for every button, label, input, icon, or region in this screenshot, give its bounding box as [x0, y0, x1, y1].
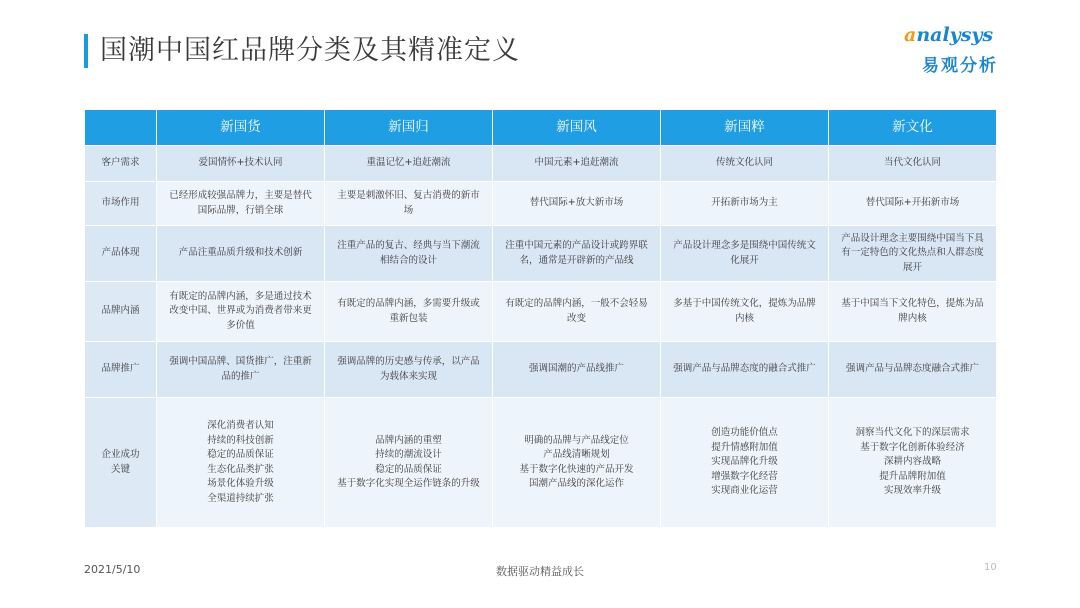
table-cell [829, 398, 997, 528]
cell-line: 国际品牌，行销全球 [197, 204, 284, 216]
cell-line: 全渠道持续扩张 [207, 492, 274, 504]
cell-line: 有既定的品牌内涵，多需要升级或 [337, 298, 480, 309]
cell-line: 实现商业化运营 [711, 485, 778, 497]
cell-line: 替代国际+放大新市场 [529, 197, 624, 209]
table-cell [325, 282, 493, 342]
header-xin-wen-hua: 新文化 [829, 110, 997, 146]
cell-line: 有既定的品牌内涵，多是通过技术 [169, 290, 312, 302]
cell-line: 基于数字化实现全运作链条的升级 [337, 478, 480, 489]
cell-line: 开拓新市场为主 [711, 197, 778, 209]
cell-line: 重温记忆+追赶潮流 [366, 157, 451, 169]
cell-line: 爱国情怀+技术认同 [198, 157, 283, 169]
cell-line: 已经形成较强品牌力，主要是替代 [169, 190, 312, 201]
page-number: 10 [984, 562, 997, 573]
cell-line: 注重产品的复古、经典与当下潮流 [337, 240, 480, 251]
cell-line: 品的推广 [221, 370, 260, 382]
table-cell [829, 226, 997, 282]
table-cell [325, 342, 493, 398]
cell-line: 产品线清晰规划 [543, 449, 610, 460]
cell-line: 洞察当代文化下的深层需求 [855, 427, 970, 439]
table-cell [157, 146, 325, 182]
cell-line: 多基于中国传统文化，提炼为品牌 [673, 298, 816, 309]
table-cell [829, 146, 997, 182]
cell-line: 稳定的品质保证 [375, 463, 442, 475]
cell-line: 中国元素+追赶潮流 [534, 157, 619, 169]
table-cell [661, 342, 829, 398]
title-accent-bar [84, 34, 88, 68]
cell-line: 基于数字化快速的产品开发 [519, 463, 634, 475]
table-header-row [85, 110, 997, 146]
table-cell [157, 342, 325, 398]
cell-line: 场 [403, 204, 414, 216]
cell-line: 场景化体验升级 [207, 478, 274, 489]
cell-line: 持续的科技创新 [207, 434, 274, 446]
brand-classification-table [84, 109, 997, 528]
table-row [85, 282, 997, 342]
table-cell [157, 282, 325, 342]
page-title: 国潮中国红品牌分类及其精准定义 [100, 35, 520, 66]
cell-line: 强调品牌的历史感与传承，以产品 [337, 356, 480, 367]
table-cell [493, 182, 661, 226]
cell-line: 提升品牌附加值 [879, 470, 946, 482]
row-label: 品牌推广 [85, 342, 157, 398]
cell-line: 展开 [902, 261, 922, 273]
cell-line: 强调中国品牌、国货推广，注重新 [169, 356, 312, 367]
table-cell [325, 146, 493, 182]
footer-date: 2021/5/10 [84, 563, 141, 576]
table-cell [493, 342, 661, 398]
table-row [85, 342, 997, 398]
header-xin-guo-feng: 新国风 [493, 110, 661, 146]
cell-line: 注重中国元素的产品设计或跨界联 [505, 240, 648, 251]
cell-line: 产品注重品质升级和技术创新 [178, 247, 303, 259]
table-cell [661, 182, 829, 226]
cell-line: 国潮产品线的深化运作 [528, 478, 624, 489]
table-cell [829, 182, 997, 226]
table-cell [157, 226, 325, 282]
table-row [85, 146, 997, 182]
table-cell [661, 226, 829, 282]
footer-slogan: 数据驱动精益成长 [496, 565, 584, 578]
logo-chinese: 易观分析 [922, 56, 998, 76]
table-row [85, 226, 997, 282]
header-xin-guo-huo: 新国货 [157, 110, 325, 146]
table-cell [325, 226, 493, 282]
table-cell [157, 182, 325, 226]
cell-line: 为载体来实现 [379, 370, 437, 382]
cell-line: 强调国潮的产品线推广 [528, 363, 624, 375]
row-label: 市场作用 [85, 182, 157, 226]
table-row [85, 398, 997, 528]
cell-line: 名，通常是开辟新的产品线 [519, 254, 634, 266]
table-corner-cell [85, 110, 157, 146]
cell-line: 产品设计理念多是围绕中国传统文 [673, 240, 816, 251]
cell-line: 生态化品类扩张 [207, 463, 274, 475]
table-cell [661, 398, 829, 528]
cell-line: 主要是刺激怀旧、复古消费的新市 [337, 190, 480, 201]
cell-line: 增强数字化经营 [711, 470, 778, 482]
cell-line: 有既定的品牌内涵，一般不会轻易 [505, 298, 648, 309]
cell-line: 多价值 [226, 319, 255, 331]
cell-line: 替代国际+开拓新市场 [865, 197, 960, 209]
row-label: 产品体现 [85, 226, 157, 282]
cell-line: 改变 [566, 312, 586, 324]
table-row [85, 182, 997, 226]
table-cell [661, 282, 829, 342]
cell-line: 内核 [734, 312, 754, 324]
cell-line: 牌内核 [898, 312, 927, 324]
cell-line: 重新包装 [389, 312, 428, 324]
cell-line: 实现效率升级 [883, 485, 941, 497]
cell-line: 基于中国当下文化特色，提炼为品 [841, 298, 984, 309]
cell-line: 强调产品与品牌态度的融合式推广 [673, 363, 816, 375]
table-cell [325, 182, 493, 226]
table-cell [661, 146, 829, 182]
row-label [85, 398, 157, 528]
row-label: 品牌内涵 [85, 282, 157, 342]
row-label-line: 企业成功 [101, 449, 140, 460]
cell-line: 深耕内容战略 [883, 456, 941, 468]
cell-line: 实现品牌化升级 [711, 456, 778, 468]
header-xin-guo-gui: 新国归 [325, 110, 493, 146]
cell-line: 强调产品与品牌态度融合式推广 [845, 363, 979, 375]
analysys-logo [904, 24, 1014, 80]
table-cell [157, 398, 325, 528]
cell-line: 持续的潮流设计 [375, 449, 442, 460]
table-cell [493, 226, 661, 282]
cell-line: 创造功能价值点 [711, 427, 778, 439]
row-label-line: 关键 [110, 463, 130, 475]
table-cell [493, 398, 661, 528]
cell-line: 传统文化认同 [715, 157, 773, 169]
row-label: 客户需求 [85, 146, 157, 182]
header-xin-guo-cui: 新国粹 [661, 110, 829, 146]
cell-line: 稳定的品质保证 [207, 449, 274, 460]
cell-line: 深化消费者认知 [207, 420, 274, 431]
cell-line: 提升情感附加值 [711, 441, 778, 453]
table-cell [493, 146, 661, 182]
table-cell [493, 282, 661, 342]
cell-line: 相结合的设计 [379, 254, 437, 266]
cell-line: 品牌内涵的重塑 [375, 434, 442, 446]
table-cell [325, 398, 493, 528]
table-cell [829, 342, 997, 398]
cell-line: 有一定特色的文化热点和人群态度 [841, 247, 984, 259]
cell-line: 明确的品牌与产品线定位 [524, 434, 629, 446]
cell-line: 改变中国、世界或为消费者带来更 [169, 305, 312, 317]
logo-english: analysys [904, 24, 994, 46]
cell-line: 产品设计理念主要围绕中国当下具 [841, 232, 984, 244]
cell-line: 当代文化认同 [883, 157, 941, 169]
table-cell [829, 282, 997, 342]
cell-line: 化展开 [730, 254, 759, 266]
cell-line: 基于数字化创新体验经济 [860, 441, 965, 453]
